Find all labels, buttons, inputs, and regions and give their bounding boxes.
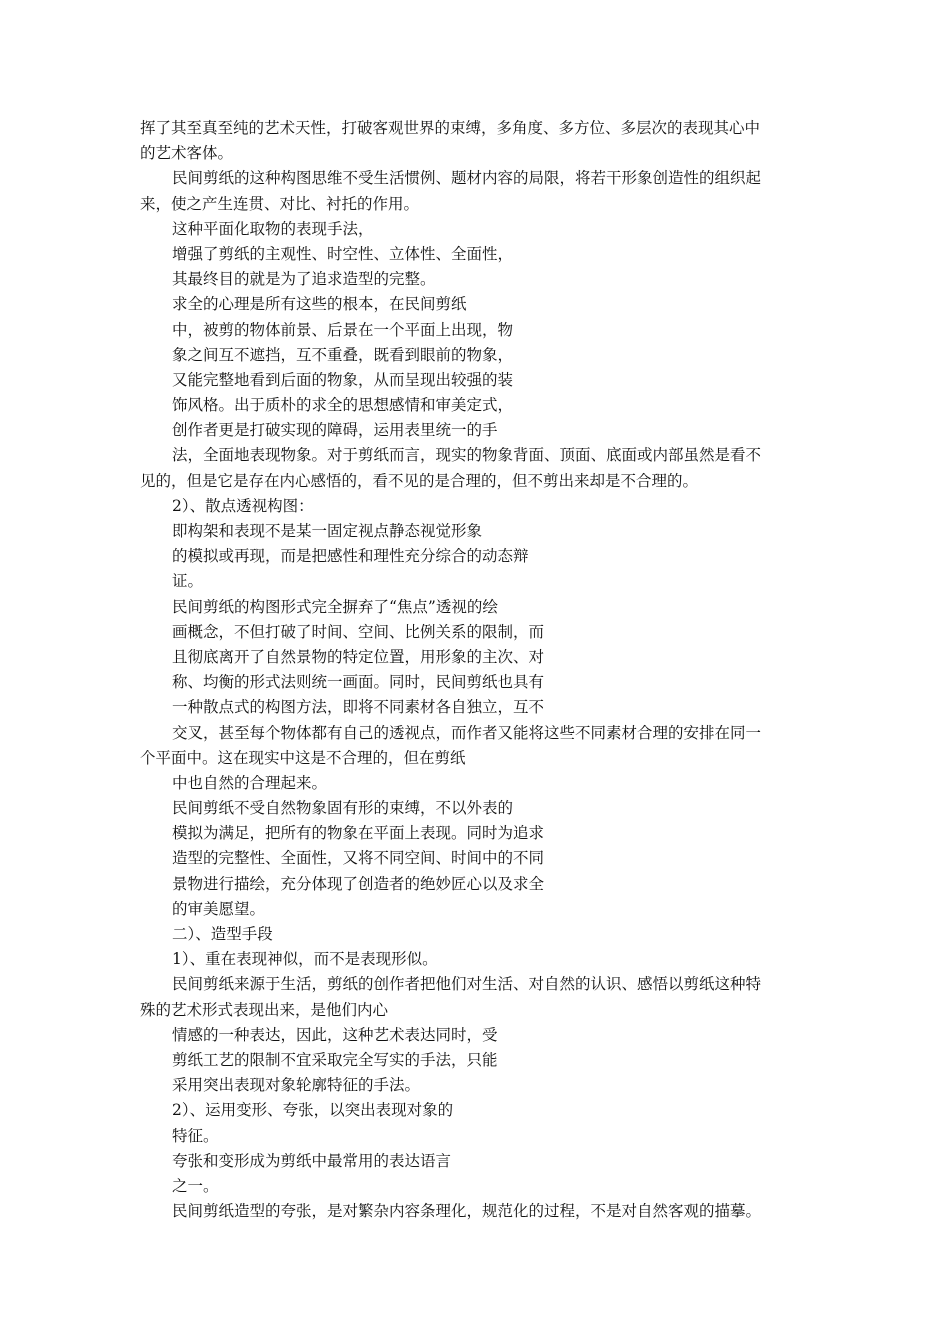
text-line: 夸张和变形成为剪纸中最常用的表达语言 xyxy=(172,1151,452,1170)
text-line: 其最终目的就是为了追求造型的完整。 xyxy=(172,270,436,289)
body-text xyxy=(140,116,812,1224)
text-line: 的模拟或再现，而是把感性和理性充分综合的动态辩 xyxy=(172,547,529,566)
text-line: 民间剪纸不受自然物象固有形的束缚，不以外表的 xyxy=(172,799,514,818)
text-line: 个平面中。这在现实中这是不合理的，但在剪纸 xyxy=(140,748,466,767)
text-line: 之一。 xyxy=(172,1176,219,1195)
text-line: 造型的完整性、全面性，又将不同空间、时间中的不同 xyxy=(172,849,545,868)
text-line: 挥了其至真至纯的艺术天性，打破客观世界的束缚，多角度、多方位、多层次的表现其心中 xyxy=(140,119,761,137)
text-line: 中也自然的合理起来。 xyxy=(172,773,328,792)
text-line: 即构架和表现不是某一固定视点静态视觉形象 xyxy=(172,522,483,540)
section-heading: 2）、运用变形、夸张，以突出表现对象的 xyxy=(172,1101,454,1120)
text-line: 民间剪纸来源于生活，剪纸的创作者把他们对生活、对自然的认识、感悟以剪纸这种特 xyxy=(172,975,762,994)
text-line: 特征。 xyxy=(172,1126,219,1145)
text-line: 的审美愿望。 xyxy=(172,899,266,918)
text-line: 来，使之产生连贯、对比、衬托的作用。 xyxy=(140,194,420,213)
text-line: 这种平面化取物的表现手法， xyxy=(172,219,374,238)
text-line: 称、均衡的形式法则统一画面。同时，民间剪纸也具有 xyxy=(172,673,545,692)
text-line: 殊的艺术形式表现出来，是他们内心 xyxy=(140,1000,389,1019)
text-line: 模拟为满足，把所有的物象在平面上表现。同时为追求 xyxy=(172,824,545,843)
text-line: 饰风格。出于质朴的求全的思想感情和审美定式， xyxy=(172,396,514,415)
text-line: 民间剪纸造型的夸张，是对繁杂内容条理化，规范化的过程，不是对自然客观的描摹。 xyxy=(172,1202,762,1221)
text-line: 一种散点式的构图方法，即将不同素材各自独立，互不 xyxy=(172,698,545,717)
text-line: 求全的心理是所有这些的根本，在民间剪纸 xyxy=(172,295,467,314)
text-line: 见的，但是它是存在内心感悟的，看不见的是合理的，但不剪出来却是不合理的。 xyxy=(140,471,699,490)
text-line: 创作者更是打破实现的障碍，运用表里统一的手 xyxy=(172,421,498,440)
section-heading: 1）、重在表现神似，而不是表现形似。 xyxy=(172,950,438,969)
section-heading: 2）、散点透视构图： xyxy=(172,496,314,515)
text-line: 的艺术客体。 xyxy=(140,144,234,163)
text-line: 又能完整地看到后面的物象，从而呈现出较强的装 xyxy=(172,370,514,389)
text-line: 且彻底离开了自然景物的特定位置，用形象的主次、对 xyxy=(172,647,545,666)
text-line: 剪纸工艺的限制不宜采取完全写实的手法，只能 xyxy=(172,1050,498,1069)
text-line: 法，全面地表现物象。对于剪纸而言，现实的物象背面、顶面、底面或内部虽然是看不 xyxy=(172,446,762,465)
text-line: 象之间互不遮挡，互不重叠，既看到眼前的物象， xyxy=(172,345,514,364)
text-line: 中，被剪的物体前景、后景在一个平面上出现，物 xyxy=(172,320,514,339)
text-line: 画概念，不但打破了时间、空间、比例关系的限制，而 xyxy=(172,622,545,641)
text-line: 景物进行描绘，充分体现了创造者的绝妙匠心以及求全 xyxy=(172,874,545,893)
text-line: 民间剪纸的这种构图思维不受生活惯例、题材内容的局限，将若干形象创造性的组织起 xyxy=(172,169,762,188)
text-line: 情感的一种表达，因此，这种艺术表达同时，受 xyxy=(172,1025,498,1044)
text-line: 增强了剪纸的主观性、时空性、立体性、全面性， xyxy=(172,244,514,263)
text-line: 证。 xyxy=(172,572,204,591)
text-line: 民间剪纸的构图形式完全摒弃了“焦点”透视的绘 xyxy=(172,597,498,616)
text-line: 采用突出表现对象轮廓特征的手法。 xyxy=(172,1076,421,1095)
text-line: 交叉，甚至每个物体都有自己的透视点，而作者又能将这些不同素材合理的安排在同一 xyxy=(172,723,762,742)
section-heading: 二）、造型手段 xyxy=(172,925,273,943)
